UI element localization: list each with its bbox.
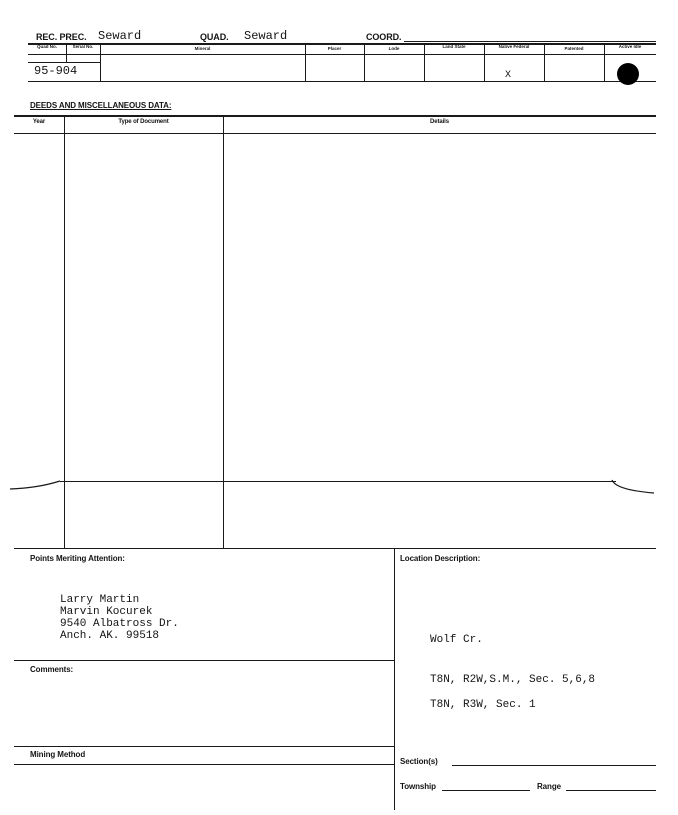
col-year: Year [32, 119, 46, 125]
township-label: Township [400, 782, 436, 791]
section-label: Section(s) [400, 757, 438, 766]
col-patented: Patented [564, 46, 584, 51]
address-line-name-1: Larry Martin [60, 594, 140, 606]
col-placer: Placer [327, 46, 342, 51]
deeds-col-divider-1 [64, 115, 65, 548]
rec-prec-value[interactable]: Seward [98, 29, 142, 43]
coord-field-line[interactable] [404, 41, 656, 42]
address-line-street: 9540 Albatross Dr. [60, 618, 179, 630]
col-details: Details [430, 119, 449, 125]
deeds-section-title: DEEDS AND MISCELLANEOUS DATA: [30, 101, 172, 110]
rec-prec-label: REC. PREC. [36, 32, 87, 42]
header-rule [28, 43, 656, 45]
col-serial-no: Serial No. [72, 44, 94, 49]
address-line-city: Anch. AK. 99518 [60, 630, 160, 642]
comments-label: Comments: [30, 665, 74, 674]
mining-method-field[interactable] [14, 764, 394, 765]
points-address[interactable] [60, 594, 179, 642]
coord-label: COORD. [366, 32, 402, 42]
deeds-header-rule [14, 133, 656, 134]
mining-method-label: Mining Method [30, 750, 86, 759]
quad-label: QUAD. [200, 32, 229, 42]
bottom-top-rule [14, 548, 656, 549]
quad-value[interactable]: Seward [244, 29, 288, 43]
deeds-top-rule [14, 115, 656, 117]
location-line-township-2[interactable]: T8N, R3W, Sec. 1 [430, 699, 536, 711]
range-field[interactable] [566, 790, 656, 791]
location-line-township-1[interactable]: T8N, R2W,S.M., Sec. 5,6,8 [430, 674, 596, 686]
location-label: Location Description: [400, 554, 481, 563]
bottom-col-divider [394, 548, 395, 810]
claims-bottom-rule [28, 81, 656, 82]
quad-no-value[interactable]: 95-904 [34, 64, 78, 78]
mining-rule [14, 746, 394, 747]
deeds-fold-rule [60, 481, 616, 482]
col-land-state: Land State [442, 44, 466, 49]
section-field[interactable] [452, 765, 656, 766]
active-dot-icon [617, 63, 639, 85]
claims-quad-rule [28, 62, 100, 63]
col-quad-no: Quad No. [37, 44, 57, 49]
col-native-federal: Native Federal [498, 44, 530, 49]
col-active-idle: Active Idle [618, 44, 642, 49]
col-type-of-document: Type of Document [118, 119, 169, 125]
points-label: Points Meriting Attention: [30, 554, 125, 563]
deeds-col-divider-2 [223, 115, 224, 548]
township-field[interactable] [442, 790, 530, 791]
range-label: Range [537, 782, 561, 791]
right-fold-curve [610, 478, 656, 498]
address-line-name-2: Marvin Kocurek [60, 606, 153, 618]
col-lode: Lode [388, 46, 400, 51]
location-line-creek[interactable]: Wolf Cr. [430, 634, 483, 646]
native-federal-mark[interactable]: X [505, 70, 512, 81]
claims-header-rule [28, 54, 656, 55]
col-mineral: Mineral [194, 46, 211, 51]
left-fold-curve [8, 476, 64, 492]
comments-rule [14, 660, 394, 661]
